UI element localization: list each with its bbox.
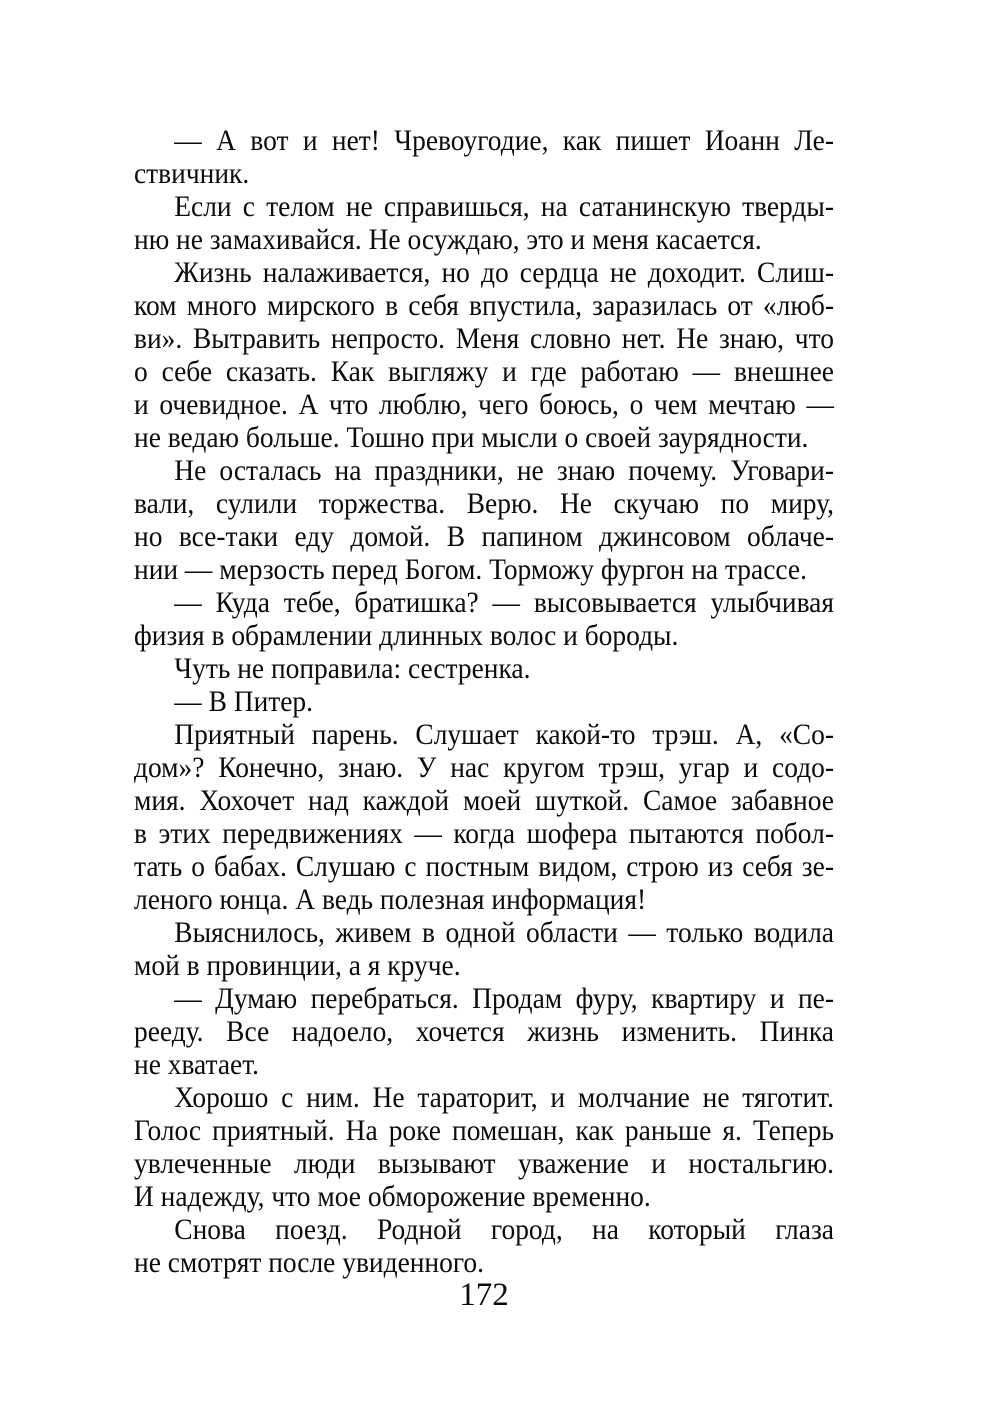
text-line: — В Питер. bbox=[174, 685, 314, 718]
text-line: ком много мирского в себя впустила, заразилась от «люб- bbox=[134, 289, 834, 322]
text-line: ви». Вытравить непросто. Меня словно нет. Не знаю, что bbox=[134, 322, 834, 355]
text-line: не смотрят после увиденного. bbox=[134, 1246, 485, 1279]
text-line: рееду. Все надоело, хочется жизнь изменить. Пинка bbox=[134, 1015, 834, 1048]
text-line: Приятный парень. Слушает какой-то трэш. А, «Со- bbox=[174, 718, 834, 751]
text-line: и очевидное. А что люблю, чего боюсь, о чем мечтаю — bbox=[134, 388, 834, 421]
text-line: Чуть не поправила: сестренка. bbox=[174, 652, 531, 685]
text-line: Жизнь налаживается, но до сердца не доходит. Слиш- bbox=[174, 256, 834, 289]
text-line: физия в обрамлении длинных волос и бороды. bbox=[134, 619, 679, 652]
text-line: о себе сказать. Как выгляжу и где работаю — внешнее bbox=[134, 355, 834, 388]
text-line: Если с телом не справишься, на сатанинскую тверды- bbox=[174, 190, 834, 223]
text-line: леного юнца. А ведь полезная информация! bbox=[134, 883, 647, 916]
text-line: мой в провинции, а я круче. bbox=[134, 949, 461, 982]
text-line: не ведаю больше. Тошно при мысли о своей заурядности. bbox=[134, 421, 809, 454]
text-line: ствичник. bbox=[134, 157, 250, 190]
text-line: дом»? Конечно, знаю. У нас кругом трэш, угар и содо- bbox=[134, 751, 834, 784]
paragraph-container bbox=[134, 124, 834, 1279]
text-line: тать о бабах. Слушаю с постным видом, строю из себя зе- bbox=[134, 850, 834, 883]
text-line: мия. Хохочет над каждой моей шуткой. Самое забавное bbox=[134, 784, 834, 817]
text-line: но все-таки еду домой. В папином джинсовом облаче- bbox=[134, 520, 834, 553]
text-line: не хватает. bbox=[134, 1048, 260, 1081]
text-line: увлеченные люди вызывают уважение и ностальгию. bbox=[134, 1147, 834, 1180]
text-line: в этих передвижениях — когда шофера пытаются побол- bbox=[134, 817, 834, 850]
text-line: — Думаю перебраться. Продам фуру, квартиру и пе- bbox=[174, 982, 834, 1015]
text-line: вали, сулили торжества. Верю. Не скучаю по миру, bbox=[134, 487, 834, 520]
text-line: — А вот и нет! Чревоугодие, как пишет Иоанн Ле- bbox=[174, 124, 834, 157]
text-line: Хорошо с ним. Не тараторит, и молчание не тяготит. bbox=[174, 1081, 834, 1114]
text-line: нии — мерзость перед Богом. Торможу фургон на трассе. bbox=[134, 553, 807, 586]
text-line: — Куда тебе, братишка? — высовывается улыбчивая bbox=[174, 586, 834, 619]
text-line: Снова поезд. Родной город, на который глаза bbox=[174, 1213, 834, 1246]
page-number: 172 bbox=[459, 1277, 509, 1313]
text-line: ню не замахивайся. Не осуждаю, это и меня касается. bbox=[134, 223, 762, 256]
text-line: Выяснилось, живем в одной области — только водила bbox=[174, 916, 834, 949]
page-text-block bbox=[134, 124, 834, 1279]
text-line: Голос приятный. На роке помешан, как раньше я. Теперь bbox=[134, 1114, 834, 1147]
text-line: И надежду, что мое обморожение временно. bbox=[134, 1180, 651, 1213]
text-line: Не осталась на праздники, не знаю почему. Уговари- bbox=[174, 454, 834, 487]
